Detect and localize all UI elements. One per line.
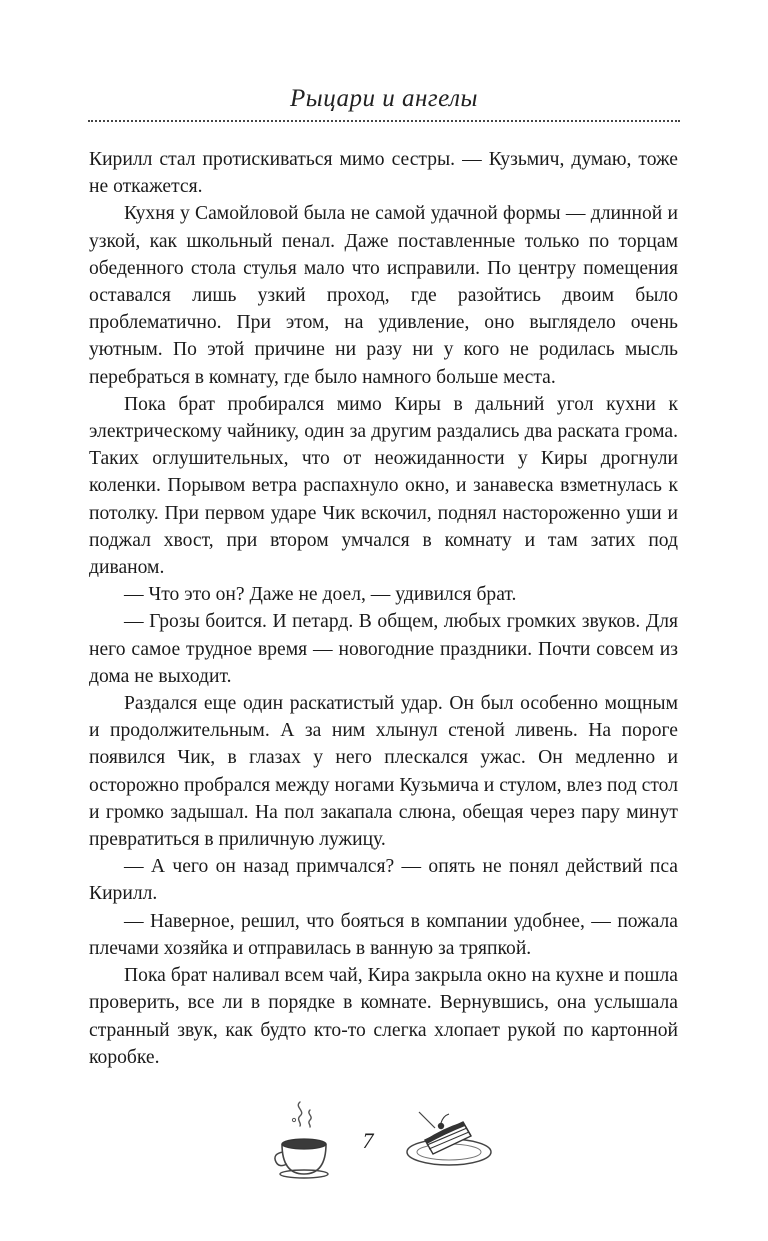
paragraph: Кирилл стал протискиваться мимо сестры. — Кузьмич, думаю, тоже не откажется.: [89, 149, 678, 198]
page-footer: [0, 1092, 768, 1182]
dialog-line: — Грозы боится. И петард. В общем, любых громких звуков. Для него самое трудное время — новогодние праздники. Почти совсем из дома не выходит.: [89, 611, 678, 687]
paragraph: Пока брат наливал всем чай, Кира закрыла окно на кухне и пошла проверить, все ли в порядке в комнате. Вернувшись, она услышала странный звук, как будто кто-то слегка хлопает рукой по картонной коробке.: [89, 965, 678, 1068]
page-number: 7: [362, 1128, 374, 1153]
dialog-line: — Что это он? Даже не доел, — удивился брат.: [124, 584, 517, 606]
header-dotted-rule: [88, 120, 680, 122]
dialog-line: — Наверное, решил, что бояться в компании удобнее, — пожала плечами хозяйка и отправилась в ванную за тряпкой.: [89, 910, 678, 959]
paragraph: Пока брат пробирался мимо Киры в дальний угол кухни к электрическому чайнику, один за другим раздались два раската грома. Таких оглушительных, что от неожиданности у Киры дрогнули коленки. Порывом ветра распахнуло окно, и занавеска взметнулась к потолку. При первом ударе Чик вскочил, поднял настороженно уши и поджал хвост, при втором умчался в комнату и там затих под диваном.: [89, 393, 678, 579]
coffee-cup-icon: [270, 1098, 340, 1180]
body-text: [89, 146, 678, 1071]
cake-slice-icon: [405, 1106, 497, 1170]
dialog-line: — А чего он назад примчался? — опять не понял действий пса Кирилл.: [89, 856, 678, 905]
paragraph: Кухня у Самойловой была не самой удачной формы — длинной и узкой, как школьный пенал. Даже поставленные только по торцам обеденного стола стулья мало что исправили. По центру помещения оставался лишь узкий проход, где разойтись двоим было проблематично. При этом, на удивление, оно выглядело очень уютным. По этой причине ни разу ни у кого не родилась мысль перебраться в комнату, где было намного больше места.: [89, 203, 678, 388]
running-title: Рыцари и ангелы: [290, 85, 478, 112]
paragraph: Раздался еще один раскатистый удар. Он был особенно мощным и продолжительным. А за ним хлынул стеной ливень. На пороге появился Чик, в глазах у него плескался ужас. Он медленно и осторожно пробрался между ногами Кузьмича и стулом, влез под стол и громко задышал. На пол закапала слюна, обещая через пару минут превратиться в приличную лужицу.: [89, 693, 678, 851]
